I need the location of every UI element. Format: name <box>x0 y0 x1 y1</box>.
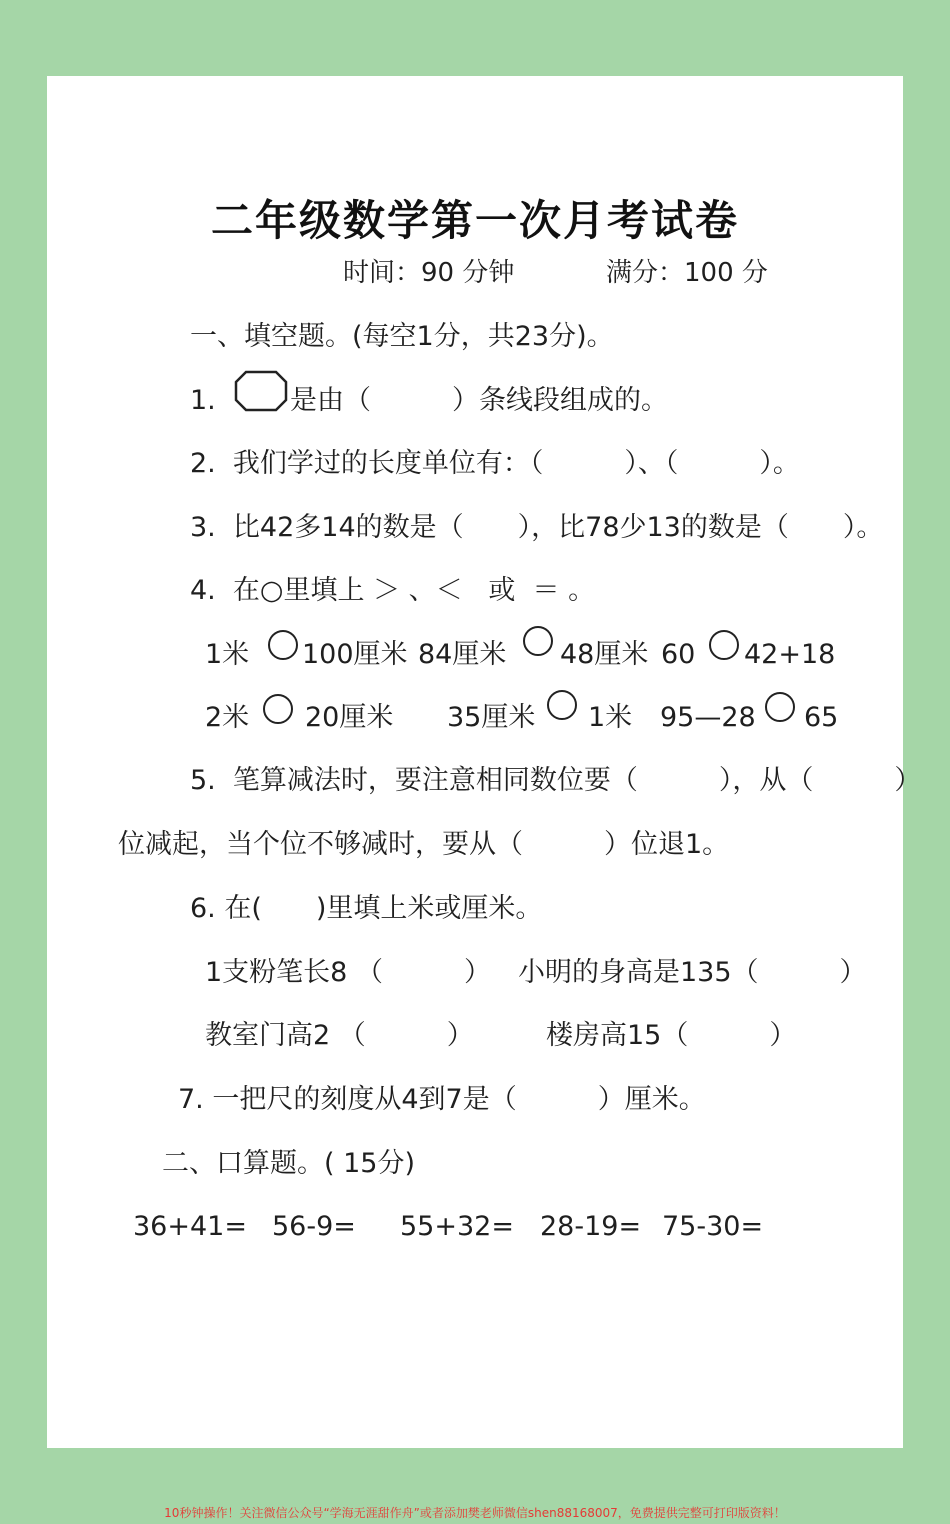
oral-calc-item: 55+32= <box>400 1211 514 1242</box>
compare-left: 35厘米 <box>447 702 536 733</box>
compare-circle[interactable] <box>263 694 293 724</box>
compare-right: 65 <box>804 702 839 733</box>
full-score: 满分：100 分 <box>606 258 768 288</box>
octagon-figure <box>234 370 288 412</box>
compare-left: 2米 <box>205 702 250 733</box>
compare-circle[interactable] <box>268 630 298 660</box>
compare-left: 95—28 <box>660 702 756 733</box>
q6-item: 小明的身高是135（ ） <box>518 957 867 988</box>
compare-circle[interactable] <box>765 692 795 722</box>
compare-right: 42+18 <box>744 639 836 670</box>
q3-text: 3. 比42多14的数是（ ），比78少13的数是（ ）。 <box>190 512 884 543</box>
compare-right: 48厘米 <box>560 639 649 670</box>
section2-heading: 二、口算题。( 15分) <box>162 1148 416 1179</box>
oral-calc-item: 56-9= <box>272 1211 356 1242</box>
q6-item: 楼房高15（ ） <box>546 1020 797 1051</box>
exam-title: 二年级数学第一次月考试卷 <box>210 196 739 245</box>
q1-text: 是由（ ）条线段组成的。 <box>290 385 668 416</box>
footer-notice: 10秒钟操作！关注微信公众号“学海无涯甜作舟”或者添加樊老师微信shen88168007，免费提供完整可打印版资料！ <box>164 1506 786 1520</box>
q2-text: 2. 我们学过的长度单位有：（ ）、（ ）。 <box>190 448 800 479</box>
compare-circle[interactable] <box>523 626 553 656</box>
q6-item: 1支粉笔长8 （ ） <box>205 957 491 988</box>
oral-calc-item: 36+41= <box>133 1211 247 1242</box>
oral-calc-item: 75-30= <box>662 1211 764 1242</box>
compare-circle[interactable] <box>709 630 739 660</box>
compare-circle[interactable] <box>547 690 577 720</box>
section1-heading: 一、填空题。(每空1分，共23分)。 <box>190 321 614 352</box>
q6-text: 6. 在( )里填上米或厘米。 <box>190 893 543 924</box>
oral-calc-item: 28-19= <box>540 1211 642 1242</box>
q4-text: 4. 在○里填上 ＞ 、＜ 或 ＝ 。 <box>190 575 596 606</box>
time-limit: 时间：90 分钟 <box>343 258 515 288</box>
q1-number: 1. <box>190 385 216 416</box>
q5-line2: 位减起，当个位不够减时，要从（ ）位退1。 <box>118 829 730 860</box>
q5-line1: 5. 笔算减法时，要注意相同数位要（ ），从（ ） <box>190 765 922 796</box>
compare-left: 1米 <box>205 639 250 670</box>
q7-text: 7. 一把尺的刻度从4到7是（ ）厘米。 <box>178 1084 706 1115</box>
q6-item: 教室门高2 （ ） <box>205 1020 474 1051</box>
compare-right: 1米 <box>588 702 633 733</box>
compare-right: 20厘米 <box>305 702 394 733</box>
compare-left: 84厘米 <box>418 639 507 670</box>
compare-left: 60 <box>661 639 696 670</box>
compare-right: 100厘米 <box>302 639 408 670</box>
